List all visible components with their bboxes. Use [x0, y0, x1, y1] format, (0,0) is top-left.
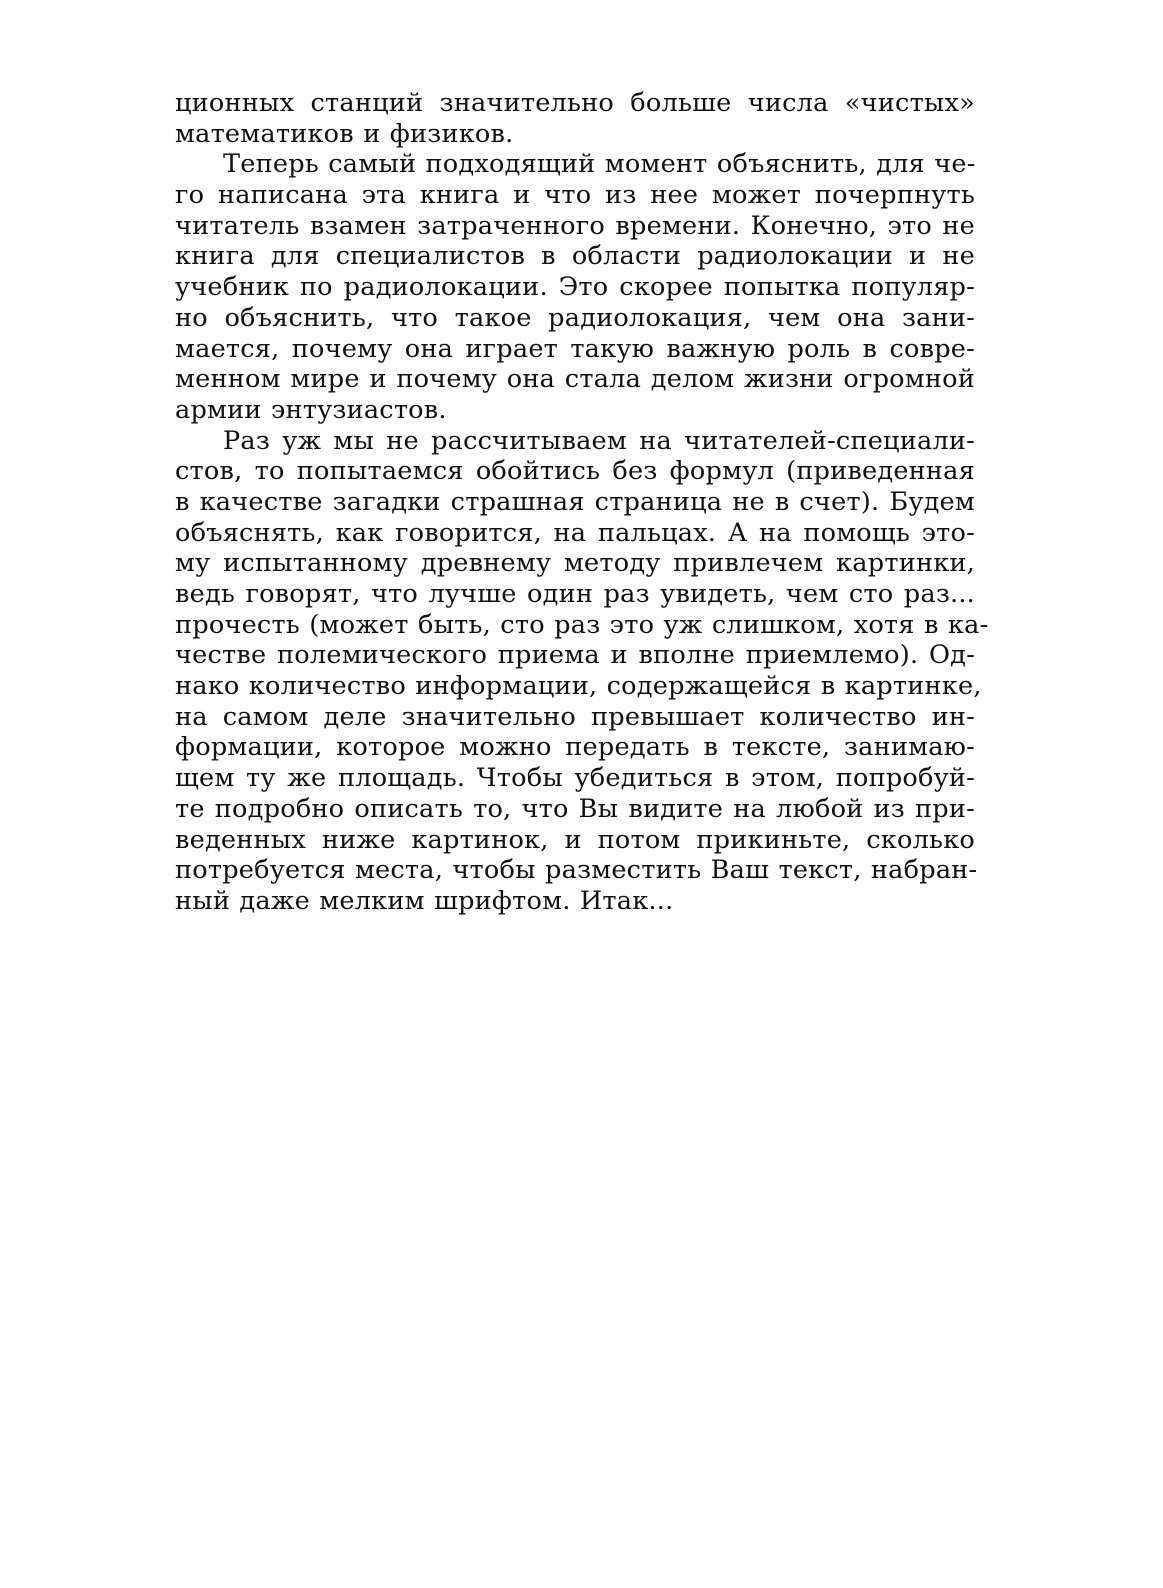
text-line: ведь говорят, что лучше один раз увидеть, чем сто раз... — [175, 579, 975, 609]
paragraph-2 — [175, 149, 975, 425]
text-line: честве полемического приема и вполне приемлемо). Од- — [175, 640, 975, 671]
text-line: ный даже мелким шрифтом. Итак... — [175, 885, 674, 916]
text-line: математиков и физиков. — [175, 118, 514, 149]
text-line: прочесть (может быть, сто раз это уж слишком, хотя в ка- — [175, 609, 989, 640]
paragraph-3 — [175, 425, 989, 917]
text-line: стов, то попытаемся обойтись без формул (приведенная — [175, 456, 975, 487]
text-line: Теперь самый подходящий момент объяснить, для че- — [223, 149, 976, 180]
text-line: ционных станций значительно больше числа «чистых» — [175, 88, 975, 118]
text-line: мается, почему она играет такую важную роль в совре- — [175, 333, 975, 364]
text-line: те подробно описать то, что Вы видите на любой из при- — [175, 793, 975, 824]
text-line: книга для специалистов в области радиолокации и не — [175, 241, 975, 272]
text-line: Раз уж мы не рассчитываем на читателей-специали- — [223, 425, 975, 456]
text-line: учебник по радиолокации. Это скорее попытка популяр- — [175, 272, 975, 303]
text-line: потребуется места, чтобы разместить Ваш текст, набран- — [175, 855, 978, 886]
text-line: му испытанному древнему методу привлечем картинки, — [175, 548, 975, 579]
text-line: объяснять, как говорится, на пальцах. А на помощь это- — [175, 517, 975, 548]
text-line: веденных ниже картинок, и потом прикиньте, сколько — [175, 824, 975, 855]
text-line: на самом деле значительно превышает количество ин- — [175, 701, 975, 732]
text-line: нако количество информации, содержащейся в картинке, — [175, 671, 982, 702]
text-line: но объяснить, что такое радиолокация, чем она зани- — [175, 302, 975, 333]
text-line: в качестве загадки страшная страница не в счет). Будем — [175, 486, 975, 517]
body-text — [175, 88, 989, 917]
text-line: щем ту же площадь. Чтобы убедиться в этом, попробуй- — [175, 763, 975, 794]
text-line: менном мире и почему она стала делом жизни огромной — [175, 364, 975, 395]
paragraph-1 — [175, 88, 975, 149]
text-line: армии энтузиастов. — [175, 394, 447, 425]
text-line: формации, которое можно передать в тексте, занимаю- — [175, 732, 975, 763]
text-line: го написана эта книга и что из нее может почерпнуть — [175, 180, 975, 211]
text-line: читатель взамен затраченного времени. Конечно, это не — [175, 210, 975, 241]
